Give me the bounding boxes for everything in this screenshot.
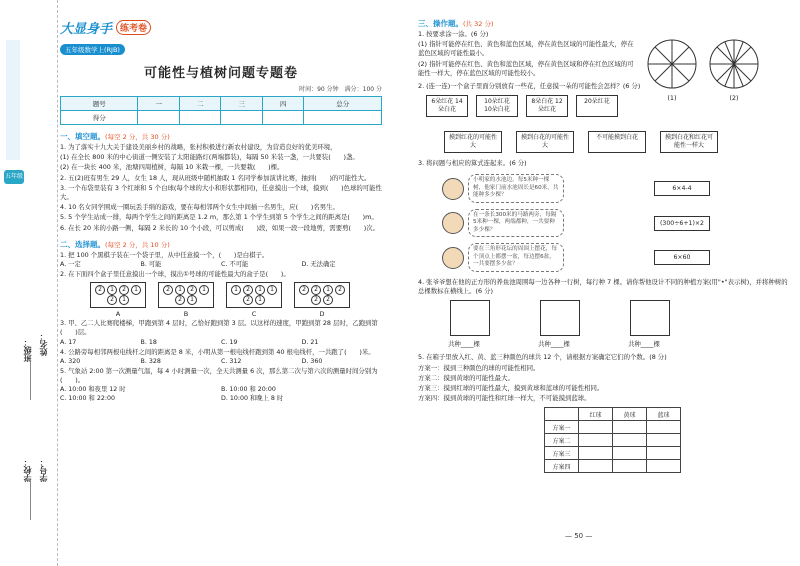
option[interactable]: D. 10:00 和晚上 8 时 — [221, 395, 284, 403]
name-label: 姓名： — [39, 332, 48, 356]
score-row-label: 得分 — [61, 111, 138, 125]
likelihood-chip[interactable]: 摸到白花和红花可能性一样大 — [660, 131, 718, 153]
ball-box — [226, 282, 282, 308]
decor-strip — [6, 40, 20, 160]
score-head: 四 — [262, 97, 304, 111]
spinner-wheel-icon[interactable] — [708, 38, 760, 90]
box-label: C — [251, 310, 257, 319]
option[interactable]: B. 328 — [140, 357, 161, 365]
ball-icon: 1 — [255, 285, 265, 295]
ball-box — [90, 282, 146, 308]
student-avatar-icon — [442, 178, 464, 200]
options — [60, 260, 382, 269]
grid-head: 红球 — [579, 408, 613, 421]
option[interactable]: B. 可能 — [140, 261, 162, 269]
grid-cell[interactable] — [613, 434, 647, 447]
question: (2) 在一块长 400 米，池塘四周植树，每隔 10 米栽一棵，一共要栽( )棵。 — [60, 163, 284, 172]
section-2-title: 二、选择题。(每空 2 分，共 10 分) — [60, 239, 170, 249]
option[interactable]: A. 10:00 和夜里 12 时 — [60, 386, 126, 394]
ball-icon: 1 — [119, 295, 129, 305]
speech-bubble[interactable]: 小明家的水池边，每5米种一棵树，他家门前水池周长是60米，共能种多少棵？ — [468, 174, 564, 203]
score-cell[interactable] — [221, 111, 263, 125]
score-head: 题号 — [61, 97, 138, 111]
likelihood-chip[interactable]: 不可能摸到白花 — [588, 131, 646, 153]
question: 6. 在长 20 米的小路一侧，每隔 2 米长的 10 个小段，可以剪成( )段，如果一段一段地剪，需要剪( )次。 — [60, 223, 380, 232]
score-head: 二 — [179, 97, 221, 111]
question: 3. 甲、乙二人比赛爬楼梯，甲跑到第 4 层时，乙恰好跑到第 3 层。以这样的速度，甲跑到第 28 层时，乙跑到第( )层。 — [60, 319, 378, 337]
question: (1) 在全长 800 米的中心街道一侧安装了太阳能路灯(两端都装)，每隔 50 米装一盏，一共要装( )盏。 — [60, 153, 359, 162]
grid-row-label: 方案一 — [545, 421, 579, 434]
score-table — [60, 96, 382, 125]
likelihood-chip[interactable]: 摸到白花的可能性大 — [516, 131, 574, 153]
box-label: D — [319, 310, 325, 319]
ball-icon: 2 — [335, 285, 345, 295]
grid-cell[interactable] — [579, 460, 613, 473]
plan-item: 方案三：摸到红球的可能性最大，摸到黄球和蓝球的可能性相同。 — [418, 383, 604, 392]
flower-box[interactable]: 20朵红花 — [576, 95, 618, 117]
ball-icon: 2 — [119, 285, 129, 295]
speech-bubble[interactable]: 在一条长300米的马路两旁，每隔5米种一棵，两端都种，一共要种多少棵？ — [468, 209, 564, 238]
flower-box[interactable]: 6朵红花 14朵白花 — [426, 95, 468, 117]
ball-icon: 2 — [95, 285, 105, 295]
question: 5. 5 个学生站成一排，每两个学生之间的距离是 1.2 m，那么第 1 个学生到第 5 个学生之间的距离是( )m。 — [60, 213, 378, 222]
options — [60, 394, 382, 403]
grid-cell[interactable] — [647, 434, 681, 447]
option[interactable]: C. 10:00 和 22:00 — [60, 395, 115, 403]
page-title: 可能性与植树问题专题卷 — [143, 66, 298, 81]
expression-box[interactable]: (300÷6+1)×2 — [654, 216, 710, 231]
school-label: 学校： — [23, 458, 32, 482]
score-head: 一 — [138, 97, 180, 111]
option[interactable]: A. 17 — [60, 338, 77, 346]
ball-icon: 2 — [323, 295, 333, 305]
options — [60, 357, 382, 366]
ball-icon: 1 — [255, 295, 265, 305]
plan-item: 方案四：摸到黄球的可能性和红球一样大，不可能摸到蓝球。 — [418, 394, 591, 403]
box-label: A — [115, 310, 121, 319]
ball-icon: 1 — [131, 285, 141, 295]
student-avatar-icon — [442, 212, 464, 234]
grid-cell[interactable] — [647, 460, 681, 473]
grid-cell[interactable] — [579, 447, 613, 460]
right-column — [418, 18, 790, 473]
ball-icon: 1 — [175, 285, 185, 295]
ball-icon: 1 — [187, 295, 197, 305]
brand-header — [60, 18, 382, 37]
score-head: 总分 — [304, 97, 382, 111]
spinner[interactable] — [646, 38, 698, 102]
left-column — [60, 18, 382, 403]
brand-stamp: 练考卷 — [116, 20, 151, 35]
ball-icon: 2 — [243, 295, 253, 305]
option[interactable]: C. 312 — [221, 357, 242, 365]
question: 2. (连一连)一个盒子里面分别放有一些花，任意摸一朵的可能性会怎样？(6 分) — [418, 82, 641, 91]
question: 1. 把 100 个黑棋子装在一个袋子里，从中任意摸一个，( )是白棋子。 — [60, 250, 269, 259]
class-label: 班级： — [23, 338, 32, 362]
ball-icon: 1 — [267, 285, 277, 295]
option[interactable]: B. 18 — [140, 338, 157, 346]
pond-square[interactable] — [630, 300, 670, 336]
ball-icon: 2 — [311, 285, 321, 295]
likelihood-chip[interactable]: 摸到红花的可能性大 — [444, 131, 502, 153]
question-part: (2) 指针可能停在红色、黄色和蓝色区域，停在黄色区域和停在红色区域的可能性一样大，停在蓝色区域的可能性较小。 — [418, 59, 634, 77]
likelihood-options — [444, 131, 790, 153]
question: 5. 在箱子里放入红、黄、蓝三种颜色的球共 12 个，请根据方案确定它们的个数。(8 分) — [418, 353, 667, 362]
student-avatar-icon — [442, 247, 464, 269]
spinner-wheels — [646, 38, 760, 102]
score-cell[interactable] — [138, 111, 180, 125]
grid-cell[interactable] — [579, 434, 613, 447]
spinner-wheel-icon[interactable] — [646, 38, 698, 90]
ball-icon: 2 — [187, 285, 197, 295]
question-part: (1) 指针可能停在红色、黄色和蓝色区域，停在黄色区域的可能性最大，停在蓝色区域的可能性最小。 — [418, 40, 634, 58]
grid-cell[interactable] — [613, 460, 647, 473]
score-cell[interactable] — [179, 111, 221, 125]
option[interactable]: D. 21 — [301, 338, 319, 346]
question: 2. 五(2)班有男生 29 人，女生 18 人，现从班级中随机抽取 1 名同学参加演讲比赛，抽到( )的可能性大。 — [60, 173, 371, 182]
grid-head — [545, 408, 579, 421]
ball-count-table — [544, 407, 681, 473]
expression-box[interactable]: 6×60 — [654, 250, 710, 265]
flower-box[interactable]: 10朵红花 10朵白花 — [476, 95, 518, 117]
plot-labels — [448, 339, 790, 348]
brand-logo: 大显身手 — [60, 22, 113, 37]
ball-boxes — [90, 282, 382, 308]
page-number: — 50 — — [565, 532, 593, 540]
grid-cell[interactable] — [579, 421, 613, 434]
grade-tag: 五年级数学上(RJB) — [60, 44, 125, 55]
ball-icon: 1 — [231, 285, 241, 295]
question: 5. 气象站 2:00 第一次测量气温，每 4 小时测量一次，全天共测量 6 次，那么第二次与第六次的测量时间分别为( )。 — [60, 366, 378, 385]
time-info: 时间：90 分钟 满分：100 分 — [299, 86, 382, 93]
grid-cell[interactable] — [613, 447, 647, 460]
tree-count-blank[interactable]: 共种____棵 — [448, 340, 480, 349]
score-cell[interactable] — [262, 111, 304, 125]
box-label: B — [183, 310, 189, 319]
ball-icon: 2 — [175, 295, 185, 305]
section-1-title: 一、填空题。(每空 2 分，共 30 分) — [60, 132, 170, 141]
grid-cell[interactable] — [613, 421, 647, 434]
plan-item: 方案二：摸到黄球的可能性最大。 — [418, 373, 514, 382]
question: 4. 公路旁每相邻两根电线杆之间的距离是 8 米，小明从第一根电线杆跑到第 40 根电线杆，一共跑了( )米。 — [60, 347, 375, 356]
grade-badge: 五年级 — [4, 170, 24, 184]
pond-plots — [450, 300, 790, 336]
question: 2. 在下面四个盒子里任意摸出一个球，摸出①号球的可能性最大的盒子是( )。 — [60, 270, 290, 279]
option[interactable]: A. 一定 — [60, 261, 81, 269]
ball-icon: 2 — [107, 295, 117, 305]
question: 4. 张爷爷想在他的正方形的养鱼池周围每一边各种一行树，每行种 7 棵。请你帮他设计不同的种植方案(用"•"表示树)，并将种树的总棵数标在横线上。(6 分) — [418, 277, 788, 296]
score-head: 三 — [221, 97, 263, 111]
grid-row-label: 方案二 — [545, 434, 579, 447]
flower-box[interactable]: 8朵白花 12朵红花 — [526, 95, 568, 117]
ball-icon: 1 — [107, 285, 117, 295]
binding-margin — [0, 0, 58, 566]
ball-icon: 2 — [299, 285, 309, 295]
option[interactable]: A. 320 — [60, 357, 81, 365]
ball-box — [294, 282, 350, 308]
problem-row — [418, 209, 790, 238]
student-id-label: 学号： — [39, 458, 48, 482]
box-labels — [90, 310, 382, 318]
ball-box — [158, 282, 214, 308]
ball-icon: 2 — [163, 285, 173, 295]
section-3-title: 三、操作题。(共 32 分) — [418, 19, 494, 28]
grid-row-label: 方案四 — [545, 460, 579, 473]
ball-icon: 1 — [323, 285, 333, 295]
grid-row-label: 方案三 — [545, 447, 579, 460]
plan-item: 方案一：摸到三种颜色的球的可能性相同。 — [418, 363, 540, 372]
speech-bubble[interactable]: 要在三角形花坛的周围上摆花，每个顶点上都摆一盆，每边摆6盆，一共要摆多少盆？ — [468, 243, 564, 272]
spinner[interactable] — [708, 38, 760, 102]
options — [60, 338, 382, 347]
option[interactable]: C. 不可能 — [221, 261, 249, 269]
class-line[interactable] — [30, 360, 31, 400]
spinner-label: (2) — [729, 94, 739, 102]
problem-row — [418, 243, 790, 272]
tree-count-blank[interactable]: 共种____棵 — [538, 340, 570, 349]
option[interactable]: D. 无法确定 — [301, 261, 336, 269]
question: 1. 为了落实十九大关于建设美丽乡村的战略，张村积极进行新农村建设，为营造良好的优美环境， — [60, 143, 337, 151]
spinner-label: (1) — [667, 94, 677, 102]
tree-count-blank[interactable]: 共种____棵 — [628, 340, 660, 349]
ball-icon: 2 — [311, 295, 321, 305]
grid-cell[interactable] — [647, 447, 681, 460]
expression-box[interactable]: 6×4-4 — [654, 181, 710, 196]
option[interactable]: D. 360 — [301, 357, 323, 365]
pond-square[interactable] — [450, 300, 490, 336]
question: 1. 按要求涂一涂。(6 分) — [418, 30, 489, 38]
school-line[interactable] — [30, 480, 31, 520]
option[interactable]: C. 19 — [221, 338, 238, 346]
options — [60, 385, 382, 394]
option[interactable]: B. 10:00 和 20:00 — [221, 386, 276, 394]
ball-icon: 2 — [243, 285, 253, 295]
question: 4. 10 名女同学围成一圈玩丢手绢的游戏，要在每相邻两个女生中间插一名男生，应( )名男生。 — [60, 203, 339, 212]
ball-icon: 1 — [199, 285, 209, 295]
grid-cell[interactable] — [647, 421, 681, 434]
question: 3. 将问题与相应的算式连起来。(6 分) — [418, 159, 527, 168]
grid-head: 黄球 — [613, 408, 647, 421]
grid-head: 蓝球 — [647, 408, 681, 421]
question: 3. 一个布袋里装有 3 个红球和 5 个白球(每个球的大小和形状都相同)，任意摸出一个球，摸到( )色球的可能性大。 — [60, 183, 382, 202]
score-cell[interactable] — [304, 111, 382, 125]
problem-row — [418, 174, 790, 203]
pond-square[interactable] — [540, 300, 580, 336]
